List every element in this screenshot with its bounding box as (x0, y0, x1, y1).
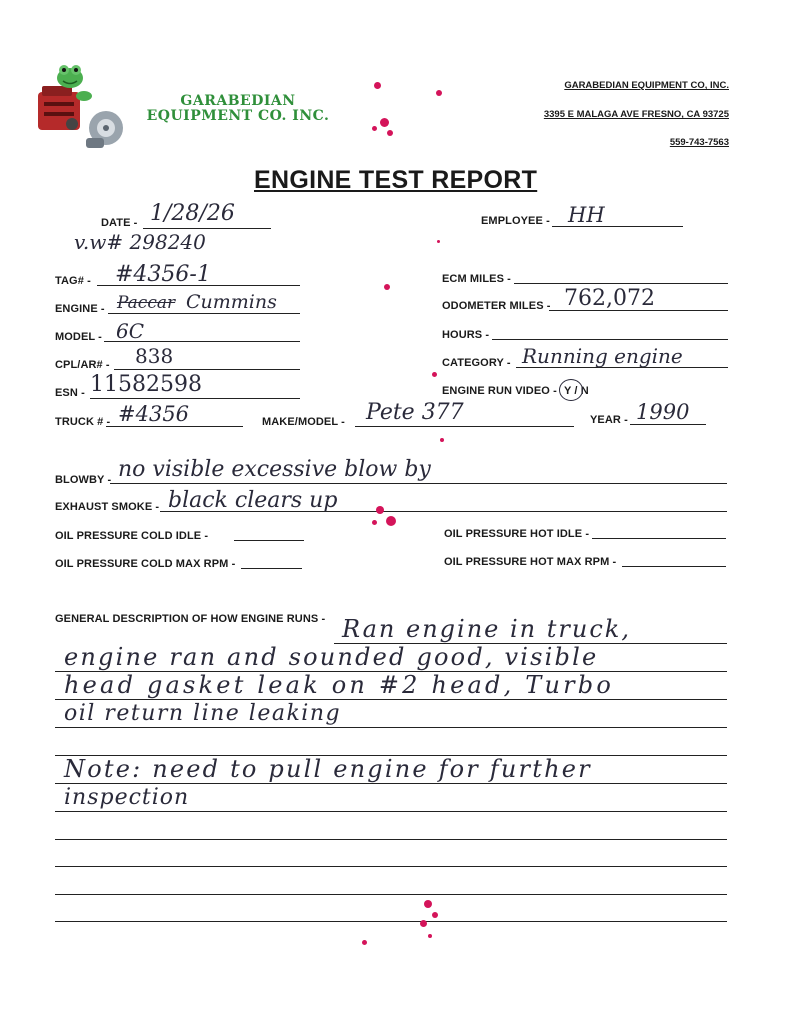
cpl-label: CPL/AR# - (55, 359, 110, 371)
oil-cold-idle-label: OIL PRESSURE COLD IDLE - (55, 530, 209, 542)
ecm-miles-label: ECM MILES - (442, 273, 511, 285)
date-label: DATE - (101, 217, 138, 229)
cpl-value[interactable]: 838 (135, 344, 174, 368)
exhaust-smoke-value[interactable]: black clears up (168, 488, 338, 513)
oil-hot-idle-line (592, 538, 726, 539)
oil-hot-idle-label: OIL PRESSURE HOT IDLE - (444, 528, 590, 540)
esn-value[interactable]: 11582598 (90, 372, 202, 397)
ink-spot (362, 940, 367, 945)
model-label: MODEL - (55, 331, 102, 343)
make-model-line (355, 426, 574, 427)
company-name: GARABEDIAN EQUIPMENT CO, INC. (564, 80, 729, 91)
company-logo (34, 62, 134, 154)
engine-line (108, 313, 300, 314)
ink-spot (374, 82, 381, 89)
ink-spot (424, 900, 432, 908)
description-rule (55, 839, 727, 840)
description-rule (55, 727, 727, 728)
employee-label: EMPLOYEE - (481, 215, 550, 227)
description-line[interactable]: head gasket leak on #2 head, Turbo (64, 671, 615, 699)
ink-spot (376, 506, 384, 514)
model-value[interactable]: 6C (116, 319, 145, 343)
description-rule (55, 783, 727, 784)
description-line[interactable]: Note: need to pull engine for further (64, 755, 592, 783)
hours-line (492, 339, 728, 340)
description-rule (55, 811, 727, 812)
ink-spot (432, 912, 438, 918)
ink-spot (386, 516, 396, 526)
truck-value[interactable]: #4356 (118, 402, 190, 426)
run-video-label: ENGINE RUN VIDEO - (442, 385, 557, 397)
description-line[interactable]: Ran engine in truck, (342, 615, 631, 643)
description-line[interactable]: oil return line leaking (64, 701, 342, 726)
ink-spot (428, 934, 432, 938)
description-line[interactable]: inspection (64, 785, 190, 810)
engine-value[interactable]: Cummins (186, 291, 277, 313)
run-video-options: Y / N (564, 385, 589, 397)
esn-line (90, 398, 300, 399)
general-description-label: GENERAL DESCRIPTION OF HOW ENGINE RUNS - (55, 613, 326, 625)
odometer-label: ODOMETER MILES - (442, 300, 551, 312)
oil-cold-idle-line (234, 540, 304, 541)
engine-label: ENGINE - (55, 303, 105, 315)
ink-spot (387, 130, 393, 136)
oil-cold-max-label: OIL PRESSURE COLD MAX RPM - (55, 558, 236, 570)
category-label: CATEGORY - (442, 357, 511, 369)
run-video-circle[interactable] (559, 379, 583, 401)
cpl-line (114, 369, 300, 370)
ink-spot (372, 126, 377, 131)
year-line (630, 424, 706, 425)
truck-label: TRUCK # - (55, 416, 111, 428)
ink-spot (420, 920, 427, 927)
oil-cold-max-line (241, 568, 302, 569)
make-model-label: MAKE/MODEL - (262, 416, 345, 428)
description-line[interactable]: engine ran and sounded good, visible (64, 643, 599, 671)
blowby-label: BLOWBY - (55, 474, 112, 486)
year-label: YEAR - (590, 414, 628, 426)
description-rule (55, 699, 727, 700)
oil-hot-max-label: OIL PRESSURE HOT MAX RPM - (444, 556, 617, 568)
logo-line-2: EQUIPMENT CO. INC. (146, 108, 330, 124)
oil-hot-max-line (622, 566, 726, 567)
company-address: 3395 E MALAGA AVE FRESNO, CA 93725 (543, 109, 729, 120)
category-value[interactable]: Running engine (522, 344, 683, 368)
vin-note: v.w# 298240 (74, 230, 206, 254)
blowby-value[interactable]: no visible excessive blow by (118, 457, 431, 482)
make-model-value[interactable]: Pete 377 (366, 400, 464, 425)
description-rule (55, 894, 727, 895)
ecm-miles-line (514, 283, 728, 284)
description-rule (55, 866, 727, 867)
ink-spot (432, 372, 437, 377)
truck-line (106, 426, 243, 427)
ink-spot (436, 90, 442, 96)
blowby-line (110, 483, 727, 484)
date-line (143, 228, 271, 229)
esn-label: ESN - (55, 387, 85, 399)
engine-struck-value: Paccar (117, 293, 176, 313)
hours-label: HOURS - (442, 329, 490, 341)
company-phone: 559-743-7563 (669, 137, 729, 148)
year-value[interactable]: 1990 (636, 400, 690, 424)
tag-label: TAG# - (55, 275, 91, 287)
report-title: ENGINE TEST REPORT (254, 166, 538, 194)
ink-spot (380, 118, 389, 127)
logo-line-1: GARABEDIAN (180, 93, 296, 109)
date-value[interactable]: 1/28/26 (150, 201, 235, 226)
logo-company-name (143, 94, 333, 124)
ink-spot (384, 284, 390, 290)
ink-spot (440, 438, 444, 442)
exhaust-smoke-label: EXHAUST SMOKE - (55, 501, 160, 513)
odometer-value[interactable]: 762,072 (564, 286, 655, 311)
description-rule (55, 921, 727, 922)
ink-spot (437, 240, 440, 243)
tag-value[interactable]: #4356-1 (115, 262, 211, 287)
ink-spot (372, 520, 377, 525)
employee-value[interactable]: HH (568, 203, 605, 227)
